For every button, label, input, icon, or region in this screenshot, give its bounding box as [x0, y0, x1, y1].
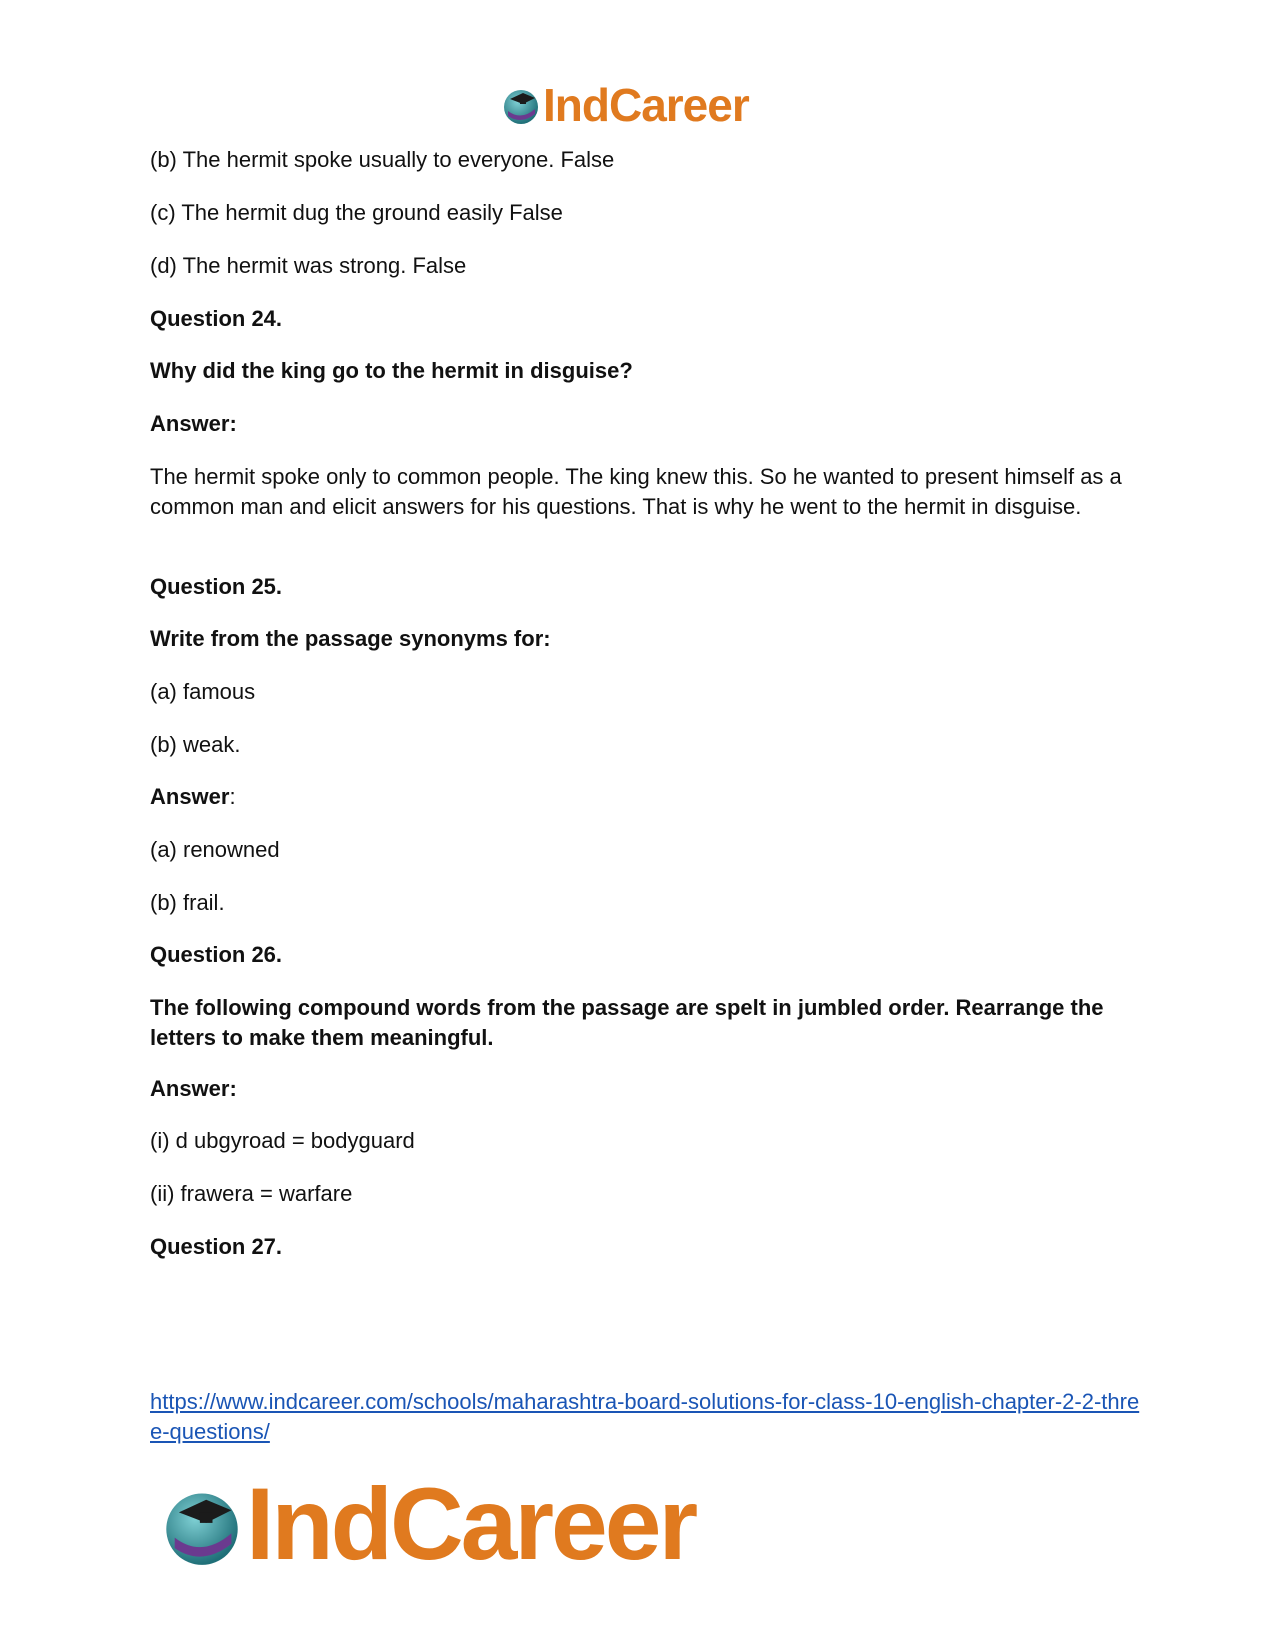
question-27-heading: Question 27. [150, 1234, 283, 1259]
statement-b: (b) The hermit spoke usually to everyone. False [150, 147, 615, 172]
question-24-heading: Question 24. [150, 306, 283, 331]
question-25-heading: Question 25. [150, 574, 283, 599]
question-26-text: The following compound words from the passage are spelt in jumbled order. Rearrange the letters to make them meaningful. [150, 995, 1104, 1050]
answer-26-i: (i) d ubgyroad = bodyguard [150, 1128, 415, 1153]
source-link-block [150, 1387, 1140, 1447]
option-a-famous: (a) famous [150, 679, 256, 704]
answer-26-label: Answer: [150, 1076, 237, 1101]
answer-24-text: The hermit spoke only to common people. The king knew this. So he wanted to present himself as a common man and elicit answers for his questions. That is why he went to the hermit in disguise. [150, 464, 1122, 519]
question-26-heading: Question 26. [150, 942, 283, 967]
header-logo [501, 78, 749, 132]
answer-b-frail: (b) frail. [150, 890, 225, 915]
logo-text: IndCareer [246, 1467, 696, 1581]
graduation-globe-icon [160, 1483, 244, 1567]
answer-a-renowned: (a) renowned [150, 837, 280, 862]
answer-26-ii: (ii) frawera = warfare [150, 1181, 353, 1206]
footer-logo [160, 1466, 695, 1583]
statement-c: (c) The hermit dug the ground easily False [150, 200, 563, 225]
answer-24-label: Answer: [150, 411, 237, 436]
question-25-text: Write from the passage synonyms for: [150, 626, 551, 651]
question-24-text: Why did the king go to the hermit in disguise? [150, 358, 633, 383]
statement-d: (d) The hermit was strong. False [150, 253, 467, 278]
graduation-globe-icon [501, 85, 541, 125]
option-b-weak: (b) weak. [150, 732, 241, 757]
source-link[interactable]: https://www.indcareer.com/schools/maharashtra-board-solutions-for-class-10-english-chapter-2-2-three-questions/ [150, 1389, 1140, 1444]
logo-text: IndCareer [543, 79, 749, 131]
answer-25-label: Answer: [150, 784, 236, 809]
